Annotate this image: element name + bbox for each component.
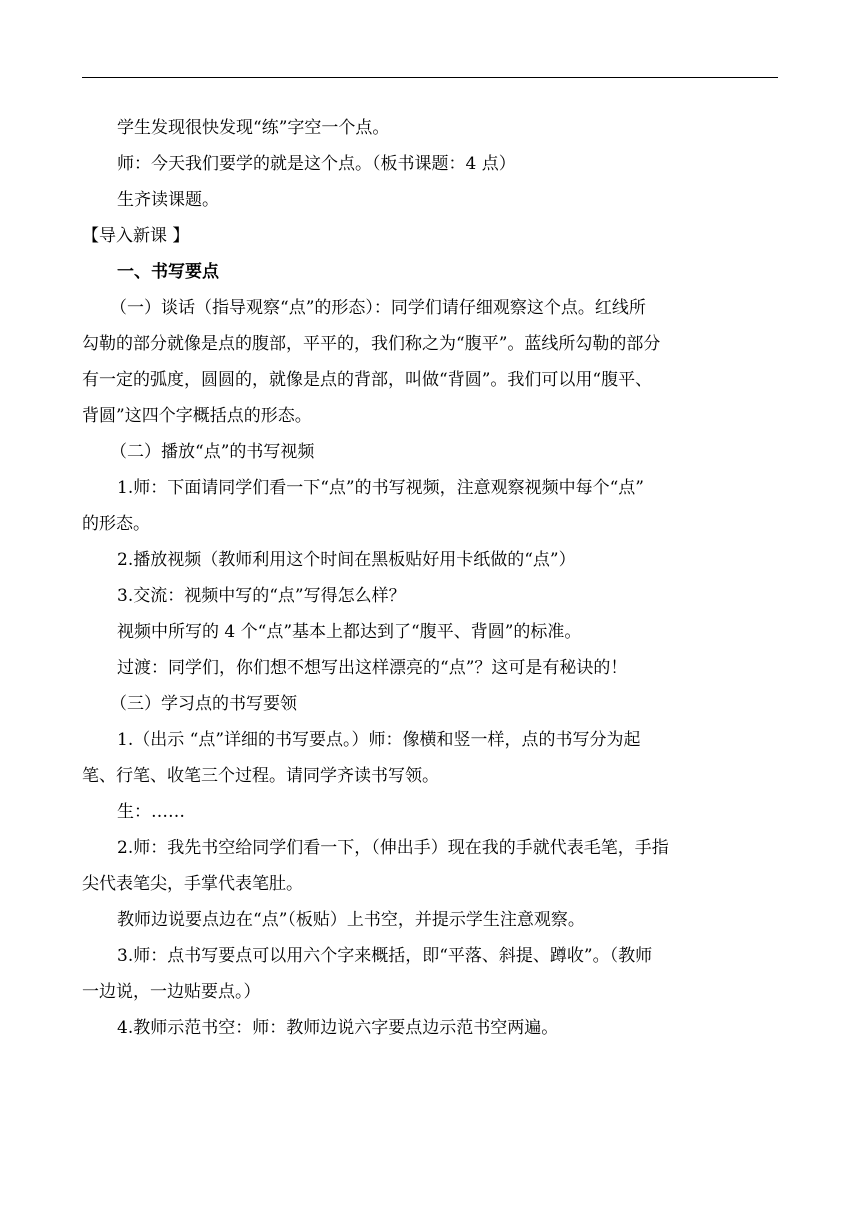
paragraph-line: 尖代表笔尖，手掌代表笔肚。: [82, 874, 303, 894]
paragraph-line: 的形态。: [82, 514, 150, 534]
paragraph-line: 过渡：同学们，你们想不想写出这样漂亮的“点”？这可是有秘诀的！: [117, 658, 628, 678]
section-heading: 【导入新课 】: [82, 226, 190, 246]
header-rule: [82, 77, 778, 78]
paragraph-line: 1.师：下面请同学们看一下“点”的书写视频，注意观察视频中每个“点”: [117, 478, 644, 498]
paragraph-line: 学生发现很快发现“练”字空一个点。: [117, 118, 390, 138]
paragraph-line: 一边说，一边贴要点。）: [82, 982, 261, 1002]
subsection-heading: 一、书写要点: [117, 262, 219, 282]
paragraph-line: 4.教师示范书空：师：教师边说六字要点边示范书空两遍。: [117, 1018, 559, 1038]
document-body: [82, 110, 782, 1046]
paragraph-line: 视频中所写的 4 个“点”基本上都达到了“腹平、背圆”的标准。: [117, 622, 582, 642]
paragraph-line: 3.师：点书写要点可以用六个字来概括，即“平落、斜提、蹲收”。（教师: [117, 946, 653, 966]
paragraph-line: 有一定的弧度，圆圆的，就像是点的背部，叫做“背圆”。我们可以用“腹平、: [82, 370, 653, 390]
subsection-heading: （三）学习点的书写要领: [110, 694, 297, 714]
paragraph-line: （一）谈话（指导观察“点”的形态）：同学们请仔细观察这个点。红线所: [110, 298, 646, 318]
paragraph-line: 生齐读课题。: [117, 190, 219, 210]
paragraph-line: 勾勒的部分就像是点的腹部，平平的，我们称之为“腹平”。蓝线所勾勒的部分: [82, 334, 661, 354]
paragraph-line: 3.交流：视频中写的“点”写得怎么样？: [117, 586, 406, 606]
subsection-heading: （二）播放“点”的书写视频: [110, 442, 315, 462]
paragraph-line: 教师边说要点边在“点”（板贴）上书空，并提示学生注意观察。: [117, 910, 585, 930]
paragraph-line: 笔、行笔、收笔三个过程。请同学齐读书写领。: [82, 766, 439, 786]
paragraph-line: 2.播放视频（教师利用这个时间在黑板贴好用卡纸做的“点”）: [117, 550, 576, 570]
paragraph-line: 1.（出示 “点”详细的书写要点。）师：像横和竖一样，点的书写分为起: [117, 730, 641, 750]
paragraph-line: 师：今天我们要学的就是这个点。（板书课题：4 点）: [117, 154, 516, 174]
paragraph-line: 生：……: [117, 802, 185, 822]
paragraph-line: 背圆”这四个字概括点的形态。: [82, 406, 312, 426]
paragraph-line: 2.师：我先书空给同学们看一下，（伸出手）现在我的手就代表毛笔，手指: [117, 838, 669, 858]
